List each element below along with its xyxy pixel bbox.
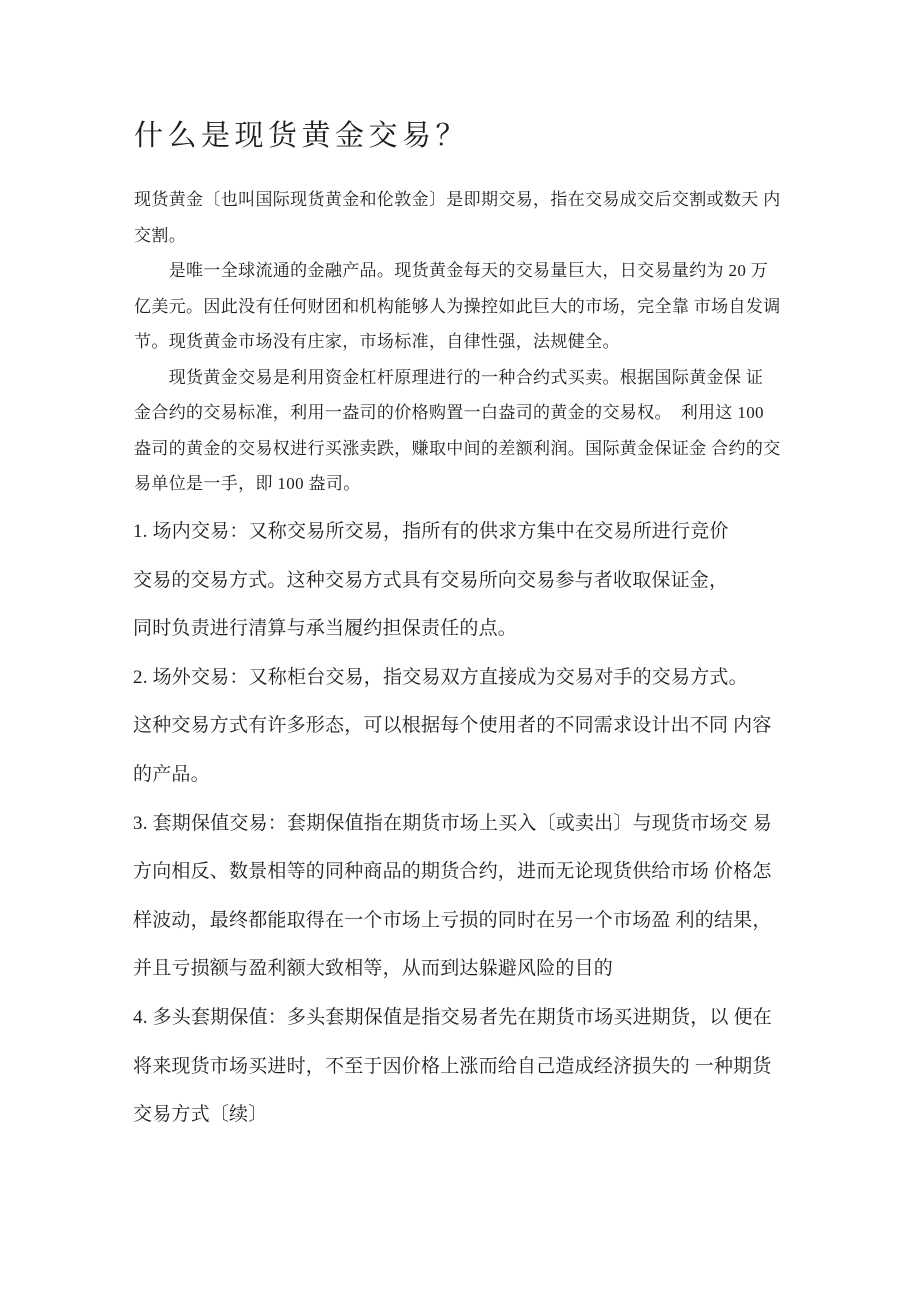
list-item-line: 的产品。 — [133, 763, 210, 785]
text-line: 亿美元。因此没有任何财团和机构能够人为操控如此巨大的市场，完全靠 市场自发调 — [134, 296, 781, 316]
text-line: 现货黄金交易是利用资金杠杆原理进行的一种合约式买卖。根据国际黄金保 证 — [134, 367, 764, 387]
text-line: 交割。 — [134, 225, 187, 245]
list-item-line: 方向相反、数景相等的同种商品的期货合约，进而无论现货供给市场 价格怎 — [133, 861, 772, 883]
list-item-line: 将来现货市场买进时，不至于因价格上涨而给自己造成经济损失的 一种期货 — [133, 1055, 772, 1077]
numbered-list — [133, 508, 803, 1140]
list-item-line: 2. 场外交易：又称柜台交易，指交易双方直接成为交易对手的交易方式。 — [133, 666, 748, 688]
text-line: 易单位是一手，即 100 盎司。 — [134, 474, 361, 493]
list-item-line: 并且亏损额与盈利额大致相等，从而到达躲避风险的目的 — [133, 958, 614, 980]
list-item-line: 3. 套期保值交易：套期保值指在期货市场上买入〔或卖出〕与现货市场交 易 — [133, 812, 772, 834]
text-line: 节。现货黄金市场没有庄家，市场标准，自律性强，法规健全。 — [134, 332, 620, 351]
list-item-line: 同时负责进行清算与承当履约担保责任的点。 — [133, 618, 518, 640]
text-line: 金合约的交易标准，利用一盎司的价格购置一白盎司的黄金的交易权。 利用这 100 — [134, 403, 764, 422]
list-item-line: 这种交易方式有许多形态，可以根据每个使用者的不同需求设计出不同 内容 — [133, 715, 772, 737]
list-item-line: 1. 场内交易：又称交易所交易，指所有的供求方集中在交易所进行竞价 — [133, 521, 729, 542]
list-item-line: 交易方式〔续〕 — [133, 1104, 268, 1126]
intro-paragraphs — [134, 182, 794, 502]
list-item-line: 4. 多头套期保值：多头套期保值是指交易者先在期货市场买进期货，以 便在 — [133, 1006, 772, 1028]
list-item-line: 样波动，最终都能取得在一个市场上亏损的同时在另一个市场盈 利的结果， — [133, 909, 772, 931]
text-line: 现货黄金〔也叫国际现货黄金和伦敦金〕是即期交易，指在交易成交后交割或数天 内 — [134, 190, 781, 209]
text-line: 盎司的黄金的交易权进行买涨卖跌，赚取中间的差额利润。国际黄金保证金 合约的交 — [134, 438, 781, 458]
list-item-line: 交易的交易方式。这种交易方式具有交易所向交易参与者收取保证金， — [133, 569, 729, 591]
document-title: 什么是现货黄金交易？ — [134, 120, 470, 152]
text-line: 是唯一全球流通的金融产品。现货黄金每天的交易量巨大，日交易量约为 20 万 — [134, 261, 769, 280]
